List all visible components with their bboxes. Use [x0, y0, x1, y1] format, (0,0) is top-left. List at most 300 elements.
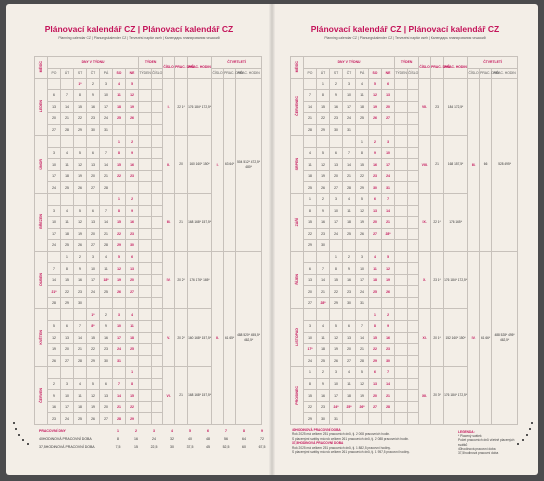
day-cell [369, 240, 382, 252]
day-cell: 6 [343, 321, 356, 333]
month-roman: I. [163, 78, 175, 136]
summary-month: 6 [207, 429, 209, 433]
day-cell: 29 [317, 124, 330, 136]
day-cell: 4 [369, 251, 382, 263]
day-cell: 4 [113, 78, 126, 90]
week-cell [139, 263, 152, 275]
day-cell: 26 [356, 228, 369, 240]
day-cell: 25 [100, 286, 113, 298]
day-cell: 18 [113, 101, 126, 113]
month-workdays: 21 [175, 367, 188, 425]
quarter-workdays: 63 64* [224, 78, 236, 251]
week-cell [139, 159, 152, 171]
day-cell: 16 [126, 159, 139, 171]
week-num-cell [152, 217, 163, 229]
day-cell [126, 355, 139, 367]
week-cell [395, 90, 408, 102]
month-workdays: 20 2* [175, 309, 188, 367]
day-abbr: ČT [343, 68, 356, 78]
month-roman: V. [163, 309, 175, 367]
quarter-roman: III. [468, 78, 480, 251]
day-cell: 8 [74, 90, 87, 102]
day-cell: 14 [304, 101, 317, 113]
week-cell [139, 136, 152, 148]
workhours-header: PRAC. HODIN [444, 57, 468, 79]
day-cell [87, 297, 100, 309]
day-cell: 3 [48, 205, 61, 217]
week-cell [395, 390, 408, 402]
day-cell [356, 240, 369, 252]
day-cell [330, 240, 343, 252]
day-cell: 29 [61, 297, 74, 309]
day-cell: 22 [369, 344, 382, 356]
week-cell [139, 401, 152, 413]
day-cell: 19 [330, 344, 343, 356]
day-cell [100, 367, 113, 379]
day-cell: 15 [74, 101, 87, 113]
day-cell: 9 [317, 378, 330, 390]
quarter-workdays: 61 66* [480, 251, 492, 424]
day-cell [317, 251, 330, 263]
day-cell: 16 [317, 390, 330, 402]
quarter-workhours: 504 512* 472,5* 480* [236, 78, 262, 251]
day-cell: 25 [304, 182, 317, 194]
day-cell: 5 [317, 147, 330, 159]
week-cell [395, 101, 408, 113]
summary-month: 5 [189, 429, 191, 433]
day-cell: 3 [343, 78, 356, 90]
week-num-cell [408, 217, 419, 229]
day-abbr: ST [330, 68, 343, 78]
day-cell: 20 [48, 113, 61, 125]
day-cell: 7 [100, 147, 113, 159]
day-cell: 21 [317, 286, 330, 298]
notes-title-375h: 37,5HODINOVÁ PRACOVNÍ DOBA [292, 441, 344, 446]
day-cell: 28 [48, 297, 61, 309]
summary-value: 67,5 [258, 445, 266, 449]
day-cell: 13 [87, 159, 100, 171]
week-num-cell [152, 101, 163, 113]
week-cell [139, 228, 152, 240]
left-page [6, 4, 272, 475]
day-cell: 25 [113, 113, 126, 125]
day-cell: 12 [126, 90, 139, 102]
week-num-cell [152, 240, 163, 252]
week-cell [395, 274, 408, 286]
day-cell: 14 [343, 159, 356, 171]
day-cell: 30 [317, 413, 330, 425]
day-cell: 23 [369, 170, 382, 182]
day-cell: 17 [330, 217, 343, 229]
day-cell: 21 [113, 401, 126, 413]
day-cell: 11 [100, 263, 113, 275]
month-name-cell [35, 194, 48, 252]
week-num-cell [408, 194, 419, 206]
month-name-cell [35, 309, 48, 367]
day-cell: 4 [61, 205, 74, 217]
day-cell: 27 [304, 297, 317, 309]
summary-value: 48 [206, 437, 210, 441]
week-num-cell [408, 251, 419, 263]
month-workdays: 20 2* [175, 251, 188, 309]
week-num-col-label: ČÍSLO [408, 68, 419, 78]
day-cell: 23 [382, 344, 395, 356]
month-name: ŘÍJEN [295, 274, 299, 285]
day-cell: 5 [126, 78, 139, 90]
day-cell: 15 [330, 274, 343, 286]
day-cell: 27 [100, 413, 113, 425]
week-cell [395, 286, 408, 298]
day-cell [61, 309, 74, 321]
day-cell: 6 [100, 378, 113, 390]
day-cell: 2 [382, 309, 395, 321]
day-cell: 10 [330, 205, 343, 217]
day-cell: 4 [304, 147, 317, 159]
day-abbr: PO [48, 68, 61, 78]
quarter-days-col: PRAC. DNŮ [224, 68, 236, 78]
day-cell: 22 [356, 170, 369, 182]
day-cell: 12 [330, 332, 343, 344]
day-cell: 22 [126, 401, 139, 413]
day-cell: 26 [74, 182, 87, 194]
quarter-workhours: 488 528* 495* 462,5* [492, 251, 518, 424]
week-cell [139, 101, 152, 113]
week-cell [395, 147, 408, 159]
quarter-workhours: 528 495* [492, 78, 518, 251]
day-cell: 28 [113, 413, 126, 425]
day-cell: 22 [330, 286, 343, 298]
day-cell: 19 [317, 170, 330, 182]
day-cell: 15 [87, 332, 100, 344]
month-workdays: 20 3* [431, 367, 444, 425]
day-cell [87, 367, 100, 379]
month-name-cell [291, 367, 304, 425]
day-cell: 25* [343, 401, 356, 413]
day-cell: 5 [74, 205, 87, 217]
week-num-cell [152, 124, 163, 136]
summary-value: 72 [260, 437, 264, 441]
day-cell: 5 [330, 321, 343, 333]
day-cell: 10 [304, 332, 317, 344]
day-cell: 27 [369, 401, 382, 413]
day-abbr: NE [126, 68, 139, 78]
num-header: ČÍSLO [163, 57, 175, 79]
day-cell: 4 [317, 321, 330, 333]
day-cell: 1 [113, 136, 126, 148]
day-cell: 21 [100, 228, 113, 240]
month-workhours: 160 160* 150* [188, 136, 212, 194]
month-header-label: MĚSÍC [295, 61, 299, 73]
day-cell: 29 [87, 355, 100, 367]
day-cell: 15 [304, 390, 317, 402]
day-cell: 8 [304, 205, 317, 217]
month-workdays: 21 [175, 194, 188, 252]
day-cell: 25 [61, 240, 74, 252]
week-num-cell [152, 332, 163, 344]
day-cell: 13 [87, 217, 100, 229]
notes-line-1: Rok 2025 má celkem 251 pracovních dnů, tj. 2 008 pracovních hodin. [292, 432, 390, 437]
week-num-cell [408, 332, 419, 344]
day-cell: 26 [113, 286, 126, 298]
day-cell: 14 [100, 217, 113, 229]
month-name-cell [291, 309, 304, 367]
day-cell: 19 [48, 344, 61, 356]
day-cell: 22 [317, 113, 330, 125]
week-num-cell [152, 297, 163, 309]
week-num-cell [408, 124, 419, 136]
day-cell: 2 [126, 194, 139, 206]
notes-line-4: S placenými svátky má rok celkem 261 pracovních dnů, tj. 1 957,5 pracovní hodiny. [292, 450, 410, 455]
week-cell [139, 113, 152, 125]
quarter-roman: I. [212, 78, 224, 251]
day-cell: 30 [343, 297, 356, 309]
day-cell: 23 [126, 170, 139, 182]
week-cell [395, 413, 408, 425]
week-cell [395, 297, 408, 309]
month-name: ČERVEN [39, 387, 43, 403]
month-name: ÚNOR [39, 158, 43, 170]
day-cell: 26 [369, 113, 382, 125]
day-cell: 20 [304, 286, 317, 298]
day-cell: 23 [74, 286, 87, 298]
week-num-cell [408, 240, 419, 252]
day-cell: 5 [113, 251, 126, 263]
week-cell [395, 194, 408, 206]
week-cell [395, 205, 408, 217]
day-cell: 25 [126, 344, 139, 356]
summary-month: 1 [117, 429, 119, 433]
day-cell: 26 [48, 355, 61, 367]
month-name: KVĚTEN [39, 330, 43, 345]
day-cell [330, 136, 343, 148]
day-cell: 29 [304, 413, 317, 425]
quarter-roman: II. [212, 251, 224, 424]
day-cell: 7 [48, 263, 61, 275]
day-cell: 17 [356, 274, 369, 286]
week-cell [139, 332, 152, 344]
summary-value: 24 [152, 437, 156, 441]
day-cell: 24 [113, 344, 126, 356]
day-cell: 8 [126, 378, 139, 390]
right-page [272, 4, 538, 475]
day-cell: 2 [369, 136, 382, 148]
day-cell: 13 [304, 274, 317, 286]
day-cell: 14 [356, 332, 369, 344]
day-cell: 28 [343, 182, 356, 194]
day-cell: 25 [317, 355, 330, 367]
day-cell: 24 [87, 286, 100, 298]
day-cell [61, 367, 74, 379]
day-cell [113, 182, 126, 194]
week-num-cell [408, 401, 419, 413]
day-cell: 1 [126, 367, 139, 379]
day-cell: 14 [382, 378, 395, 390]
month-roman: III. [163, 194, 175, 252]
day-cell: 17 [48, 170, 61, 182]
week-num-cell [408, 321, 419, 333]
week-num-cell [152, 413, 163, 425]
week-num-cell [152, 367, 163, 379]
week-num-cell [408, 228, 419, 240]
week-col-label: TÝDEN [139, 68, 152, 78]
quarter-header: ČTVRTLETÍ [468, 57, 518, 69]
day-cell: 22 [304, 228, 317, 240]
week-num-cell [152, 136, 163, 148]
day-cell: 9 [126, 205, 139, 217]
day-cell: 24 [100, 113, 113, 125]
summary-month: 9 [261, 429, 263, 433]
day-cell: 13 [100, 390, 113, 402]
day-abbr: PÁ [356, 68, 369, 78]
day-cell: 21 [74, 344, 87, 356]
week-num-cell [152, 263, 163, 275]
summary-value: 8 [117, 437, 119, 441]
day-cell: 10 [48, 217, 61, 229]
day-cell: 12 [48, 332, 61, 344]
month-workhours: 176 184* 172,5* [188, 78, 212, 136]
day-cell: 21 [382, 217, 395, 229]
day-cell [113, 297, 126, 309]
day-cell: 8 [113, 147, 126, 159]
day-cell: 2 [343, 251, 356, 263]
day-cell: 28* [382, 228, 395, 240]
day-cell: 24* [330, 401, 343, 413]
quarter-header: ČTVRTLETÍ [212, 57, 262, 69]
month-name-cell [291, 251, 304, 309]
week-cell [395, 182, 408, 194]
week-num-cell [408, 78, 419, 90]
day-cell: 17* [304, 344, 317, 356]
day-cell [343, 136, 356, 148]
week-num-cell [152, 205, 163, 217]
dots-decoration-left [12, 422, 32, 452]
day-cell: 2 [317, 367, 330, 379]
month-workdays: 21 [431, 136, 444, 194]
quarter-num-col: ČÍSLO [468, 68, 480, 78]
summary-value: 32 [170, 437, 174, 441]
month-workhours: 184 172,5* [444, 78, 468, 136]
day-cell: 31 [100, 124, 113, 136]
month-name-cell [35, 251, 48, 309]
month-workdays: 23 1* [431, 251, 444, 309]
day-cell: 19 [87, 401, 100, 413]
day-cell: 20 [87, 170, 100, 182]
day-cell [61, 78, 74, 90]
day-cell: 7 [317, 263, 330, 275]
day-cell: 11 [61, 159, 74, 171]
day-cell: 11 [74, 390, 87, 402]
day-cell: 23 [317, 228, 330, 240]
week-num-cell [152, 309, 163, 321]
day-cell: 9 [87, 90, 100, 102]
day-cell: 10 [100, 90, 113, 102]
week-num-col-label: ČÍSLO [152, 68, 163, 78]
day-cell: 23 [100, 344, 113, 356]
day-cell: 8 [61, 263, 74, 275]
week-num-cell [152, 90, 163, 102]
day-cell: 22 [113, 170, 126, 182]
day-cell: 6 [330, 147, 343, 159]
working-hours-notes [292, 428, 442, 454]
day-cell [356, 124, 369, 136]
day-cell: 28 [74, 355, 87, 367]
day-cell: 13 [48, 101, 61, 113]
week-cell [395, 355, 408, 367]
week-num-cell [408, 286, 419, 298]
month-name-cell [291, 78, 304, 136]
summary-value: 56 [224, 437, 228, 441]
week-num-cell [152, 390, 163, 402]
day-cell: 19 [74, 170, 87, 182]
notes-line-2: S placenými svátky má rok celkem 261 pracovních dnů, tj. 2 088 pracovních hodin. [292, 436, 409, 441]
day-cell: 3 [48, 147, 61, 159]
day-cell: 8 [330, 263, 343, 275]
day-cell: 24 [61, 413, 74, 425]
day-cell: 20 [343, 344, 356, 356]
day-cell: 31 [382, 182, 395, 194]
day-cell: 20 [87, 228, 100, 240]
week-cell [139, 205, 152, 217]
day-cell: 22 [113, 228, 126, 240]
day-abbr: PO [304, 68, 317, 78]
day-cell: 27 [330, 182, 343, 194]
day-cell: 25 [61, 182, 74, 194]
day-cell: 18 [74, 401, 87, 413]
day-cell: 27 [87, 240, 100, 252]
month-workdays: 22 1* [431, 194, 444, 252]
day-cell [48, 136, 61, 148]
day-cell: 23 [126, 228, 139, 240]
day-cell [100, 194, 113, 206]
week-cell [139, 309, 152, 321]
day-cell [48, 194, 61, 206]
day-cell: 16 [343, 274, 356, 286]
day-cell: 26 [330, 355, 343, 367]
day-cell: 15 [61, 274, 74, 286]
day-cell: 1* [74, 78, 87, 90]
day-cell: 6 [126, 251, 139, 263]
day-cell: 26 [87, 413, 100, 425]
week-cell [139, 355, 152, 367]
day-cell: 20 [369, 217, 382, 229]
quarter-workhours: 488 520* 455,5* 462,5* [236, 251, 262, 424]
week-num-cell [408, 170, 419, 182]
day-cell: 27 [126, 286, 139, 298]
week-num-cell [408, 182, 419, 194]
day-cell: 10 [382, 147, 395, 159]
month-roman: X. [419, 251, 431, 309]
day-cell [343, 413, 356, 425]
day-cell [382, 240, 395, 252]
month-name: LEDEN [39, 100, 43, 113]
weekdays-header: DNY V TÝDNU [304, 57, 395, 69]
week-cell [139, 274, 152, 286]
month-name: PROSINEC [295, 385, 299, 405]
day-cell: 29 [74, 124, 87, 136]
day-cell: 8 [113, 205, 126, 217]
day-cell: 7 [343, 147, 356, 159]
day-cell: 1 [317, 78, 330, 90]
day-cell: 31 [330, 413, 343, 425]
day-cell [48, 78, 61, 90]
day-cell: 5 [356, 194, 369, 206]
weekdays-header: DNY V TÝDNU [48, 57, 139, 69]
month-name: ČERVENEC [295, 96, 299, 117]
summary-value: 40 [188, 437, 192, 441]
day-cell: 23 [317, 401, 330, 413]
day-cell: 22 [304, 401, 317, 413]
summary-value: 45 [206, 445, 210, 449]
